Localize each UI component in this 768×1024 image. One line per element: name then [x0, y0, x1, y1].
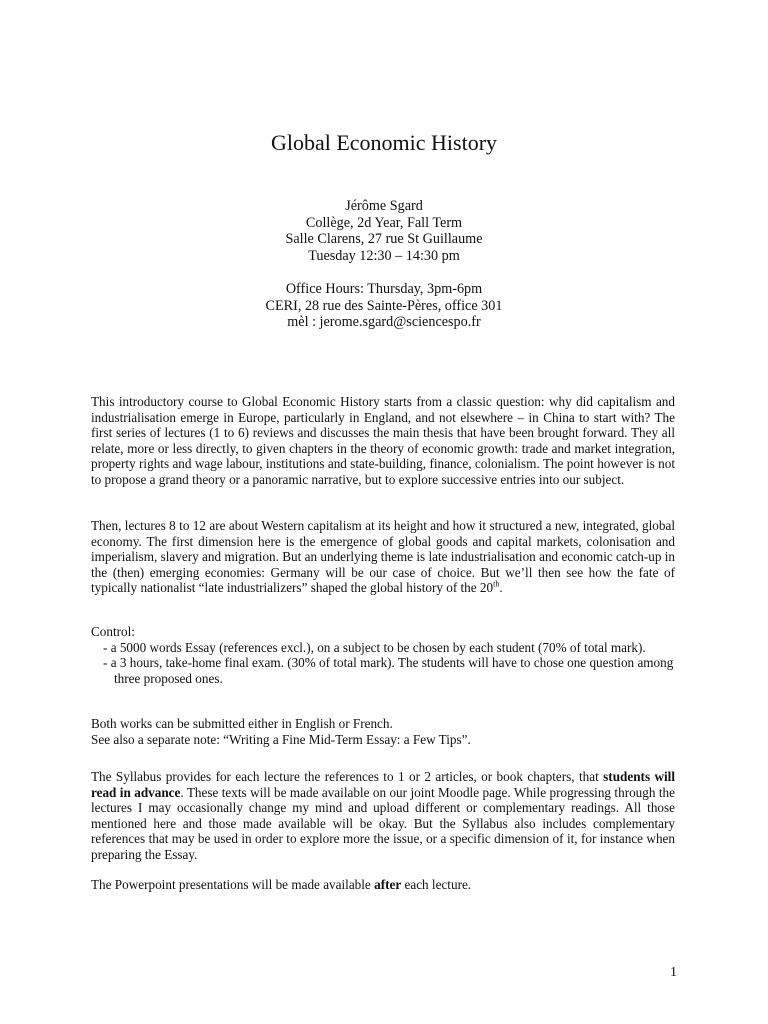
author-name: Jérôme Sgard: [345, 198, 423, 214]
office-hours-block: [0, 281, 768, 331]
control-item-exam: - a 3 hours, take-home final exam. (30% of total mark). The students will have to chose one question among three proposed ones.: [103, 655, 674, 686]
ppt-text-start: The Powerpoint presentations will be made available: [91, 877, 375, 892]
document-title: Global Economic History: [270, 130, 498, 155]
syllabus-paragraph: [91, 769, 675, 863]
essay-tips-note: See also a separate note: “Writing a Fine Mid-Term Essay: a Few Tips”.: [91, 731, 471, 747]
ppt-text-end: each lecture.: [401, 877, 472, 892]
page-number: 1: [670, 965, 677, 980]
syllabus-bold: students will read in advance: [91, 769, 676, 800]
submission-language: Both works can be submitted either in English or French.: [91, 716, 393, 731]
ppt-bold: after: [374, 877, 402, 892]
course-time: Tuesday 12:30 – 14:30 pm: [308, 248, 460, 265]
syllabus-text-rest: . These texts will be made available on our joint Moodle page. While progressing through the lectures I may occasionally change my mind and upload different or complementary readings. All those mentioned here and those made available will be okay. But the Syllabus also includes complementary references that may be used in order to explore more the issue, or a specific dimension of it, for instance when preparing the Essay.: [91, 784, 675, 862]
lectures-end: .: [499, 580, 503, 596]
powerpoint-paragraph: [91, 877, 675, 893]
control-item-essay: - a 5000 words Essay (references excl.), on a subject to be chosen by each student (70% of total mark).: [103, 639, 646, 655]
superscript-th: th: [493, 579, 500, 589]
lectures-text: Then, lectures 8 to 12 are about Western capitalism at its height and how it structured a new, integrated, global economy. The first dimension here is the emergence of global goods and capital markets, colonisation and imperialism, slavery and migration. But an underlying theme is late industrialisation and economic catch-up in the (then) emerging economies: Germany will be our case of choice. But we’ll then see how the fate of typically nationalist “late industrializers” shaped the global history of the 20: [91, 518, 675, 596]
contact-email: mèl : jerome.sgard@sciencespo.fr: [287, 314, 481, 331]
course-level: Collège, 2d Year, Fall Term: [305, 214, 463, 231]
lectures-paragraph: [91, 518, 675, 596]
control-label: Control:: [91, 624, 135, 639]
syllabus-text-start: The Syllabus provides for each lecture the references to 1 or 2 articles, or book chapters, that: [91, 769, 604, 784]
submission-section: [91, 716, 675, 747]
course-room: Salle Clarens, 27 rue St Guillaume: [285, 231, 483, 248]
office-address: CERI, 28 rue des Sainte-Pères, office 301: [265, 297, 503, 314]
control-section: [91, 624, 675, 686]
office-hours: Office Hours: Thursday, 3pm-6pm: [285, 281, 483, 297]
author-block: [0, 198, 768, 265]
intro-paragraph: This introductory course to Global Economic History starts from a classic question: why did capitalism and industrialisation emerge in Europe, particularly in England, and not elsewhere – in China to start with? The first series of lectures (1 to 6) reviews and discusses the main thesis that have been brought forward. They all relate, more or less directly, to given chapters in the theory of economic growth: trade and market integration, property rights and wage labour, institutions and state-building, finance, colonialism. The point however is not to propose a grand theory or a panoramic narrative, but to explore successive entries into our subject.: [91, 394, 675, 487]
